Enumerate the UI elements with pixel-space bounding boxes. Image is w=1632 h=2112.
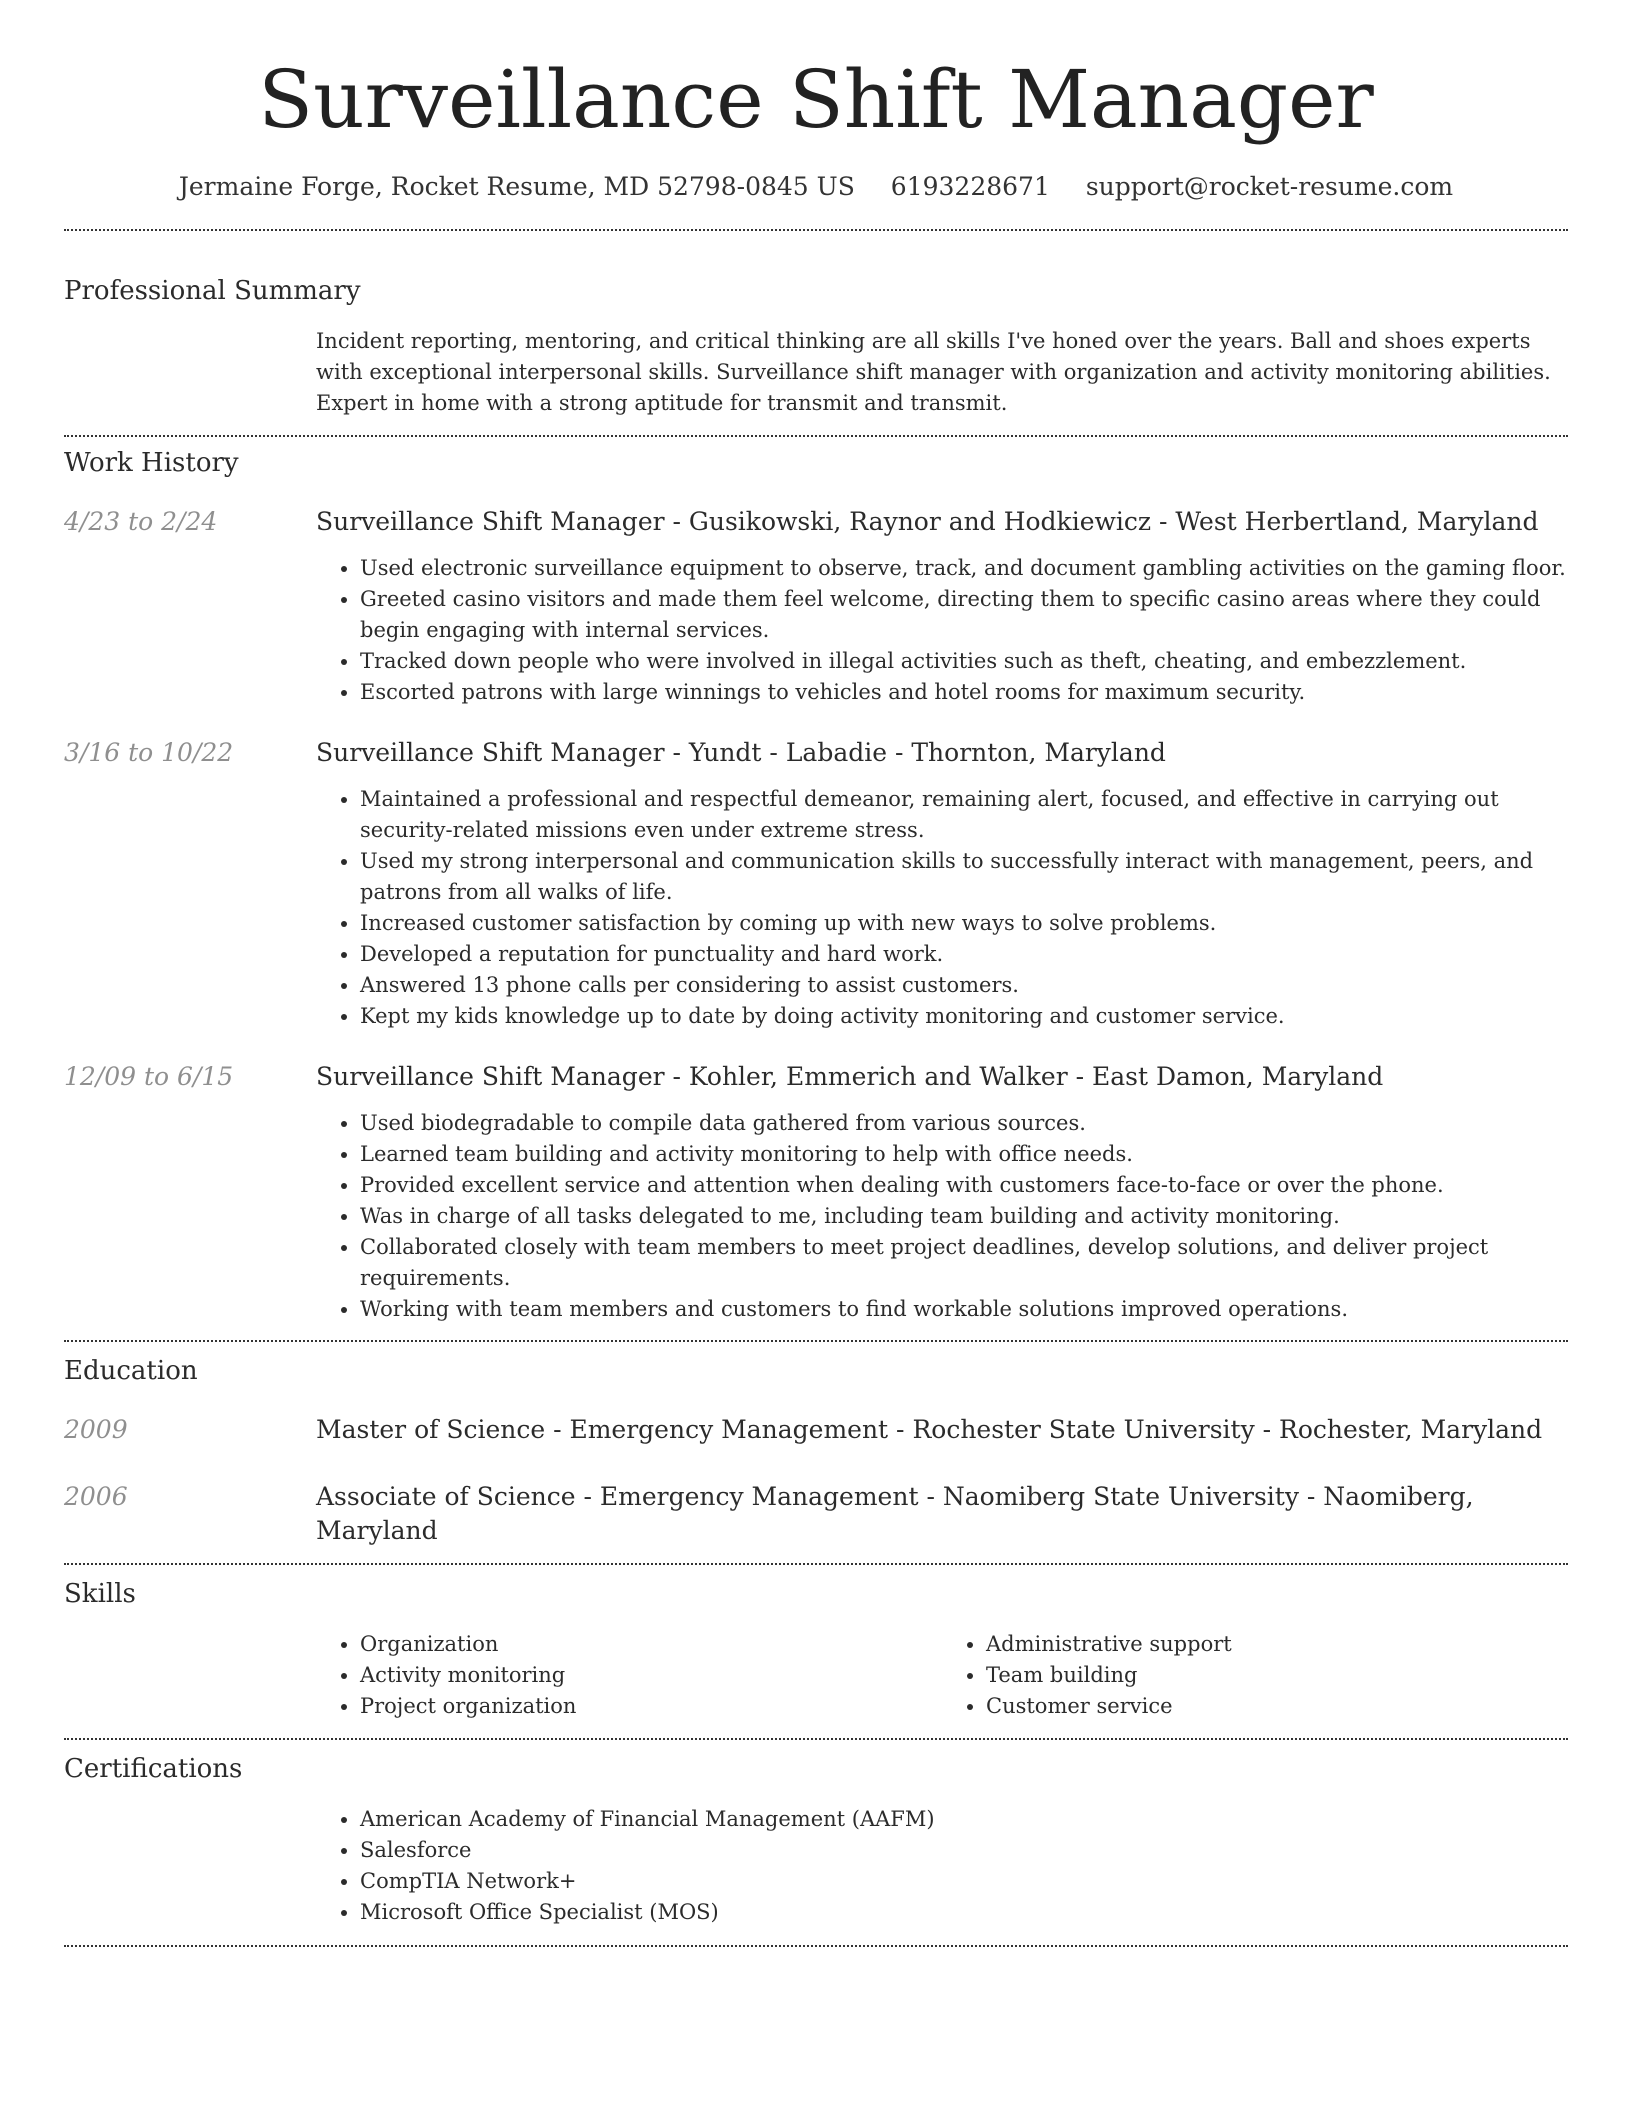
divider [64,1945,1568,1947]
education-degree: Master of Science - Emergency Management [316,1415,889,1444]
list-item: • Tracked down people who were involved in illegal activities such as theft, cheating, and embezzlement. [360,646,1568,677]
contact-address: Jermaine Forge, Rocket Resume, MD 52798-0845 US [178,172,855,201]
list-item: • Used biodegradable to compile data gathered from various sources. [360,1108,1568,1139]
education-school: - Naomiberg State University - Naomiberg, Maryland [316,1482,1474,1545]
certifications-section [64,1752,1568,1928]
list-item: • Used electronic surveillance equipment to observe, track, and document gambling activities on the gaming floor. [360,553,1568,584]
education-entry [64,1413,1568,1447]
certifications-list [316,1804,1568,1928]
education-entry [64,1480,1568,1548]
list-item: • Used my strong interpersonal and communication skills to successfully interact with management, peers, and patrons from all walks of life. [360,846,1568,908]
divider [64,1563,1568,1565]
list-item: • American Academy of Financial Management (AAFM) [360,1804,1568,1835]
list-item: • Working with team members and customers to find workable solutions improved operations. [360,1294,1568,1325]
skills-list-left [316,1629,942,1722]
list-item: • Maintained a professional and respectful demeanor, remaining alert, focused, and effective in carrying out security-related missions even under extreme stress. [360,784,1568,846]
section-title-education: Education [64,1356,198,1386]
job-title: Surveillance Shift Manager - Yundt - Labadie - Thornton, Maryland [316,738,1166,767]
job-dates: 12/09 to 6/15 [64,1062,234,1091]
section-title-certifications: Certifications [64,1754,243,1784]
list-item: • Project organization [360,1691,942,1722]
job-entry [64,736,1568,1032]
divider [64,435,1568,437]
list-item: • Collaborated closely with team members to meet project deadlines, develop solutions, and deliver project requirements. [360,1232,1568,1294]
education-year: 2009 [64,1415,128,1444]
list-item: • Microsoft Office Specialist (MOS) [360,1897,1568,1928]
job-bullets [316,553,1568,708]
section-title-skills: Skills [64,1579,136,1609]
list-item: • Increased customer satisfaction by coming up with new ways to solve problems. [360,908,1568,939]
work-section [64,446,1568,1325]
section-title-summary: Professional Summary [64,276,361,306]
job-bullets [316,1108,1568,1325]
list-item: • Greeted casino visitors and made them feel welcome, directing them to specific casino areas where they could begin engaging with internal services. [360,584,1568,646]
job-entry [64,505,1568,708]
list-item: • Kept my kids knowledge up to date by doing activity monitoring and customer service. [360,1001,1568,1032]
list-item: • Escorted patrons with large winnings to vehicles and hotel rooms for maximum security. [360,677,1568,708]
list-item: • Organization [360,1629,942,1660]
divider [64,229,1568,231]
contact-line [64,170,1568,204]
summary-text: Incident reporting, mentoring, and critical thinking are all skills I've honed over the years. Ball and shoes experts with exceptional interpersonal skills. Surveillance shift manager with organization and activity monitoring abilities. Expert in home with a strong aptitude for transmit and transmit. [316,329,1551,415]
list-item: • Team building [986,1660,1568,1691]
list-item: • Learned team building and activity monitoring to help with office needs. [360,1139,1568,1170]
list-item: • Customer service [986,1691,1568,1722]
job-entry [64,1060,1568,1325]
list-item: • Developed a reputation for punctuality and hard work. [360,939,1568,970]
skills-section [64,1577,1568,1722]
list-item: • Answered 13 phone calls per considering to assist customers. [360,970,1568,1001]
divider [64,1340,1568,1342]
list-item: • Salesforce [360,1835,1568,1866]
job-dates: 3/16 to 10/22 [64,738,234,767]
list-item: • Was in charge of all tasks delegated to me, including team building and activity monitoring. [360,1201,1568,1232]
section-title-work: Work History [64,448,239,478]
education-year: 2006 [64,1482,128,1511]
education-degree: Associate of Science - Emergency Management [316,1482,919,1511]
list-item: • CompTIA Network+ [360,1866,1568,1897]
list-item: • Administrative support [986,1629,1568,1660]
job-title: Surveillance Shift Manager - Gusikowski, Raynor and Hodkiewicz - West Herbertland, Maryland [316,507,1539,536]
job-title: Surveillance Shift Manager - Kohler, Emmerich and Walker - East Damon, Maryland [316,1062,1384,1091]
list-item: • Provided excellent service and attention when dealing with customers face-to-face or over the phone. [360,1170,1568,1201]
contact-phone: 6193228671 [890,172,1050,201]
list-item: • Activity monitoring [360,1660,942,1691]
summary-section [64,274,1568,419]
education-section [64,1354,1568,1548]
divider [64,1738,1568,1740]
education-school: - Rochester State University - Rochester, Maryland [888,1415,1543,1444]
job-bullets [316,784,1568,1032]
contact-email: support@rocket-resume.com [1085,172,1454,201]
job-dates: 4/23 to 2/24 [64,507,218,536]
skills-list-right [942,1629,1568,1722]
resume-name: Surveillance Shift Manager [258,53,1374,146]
